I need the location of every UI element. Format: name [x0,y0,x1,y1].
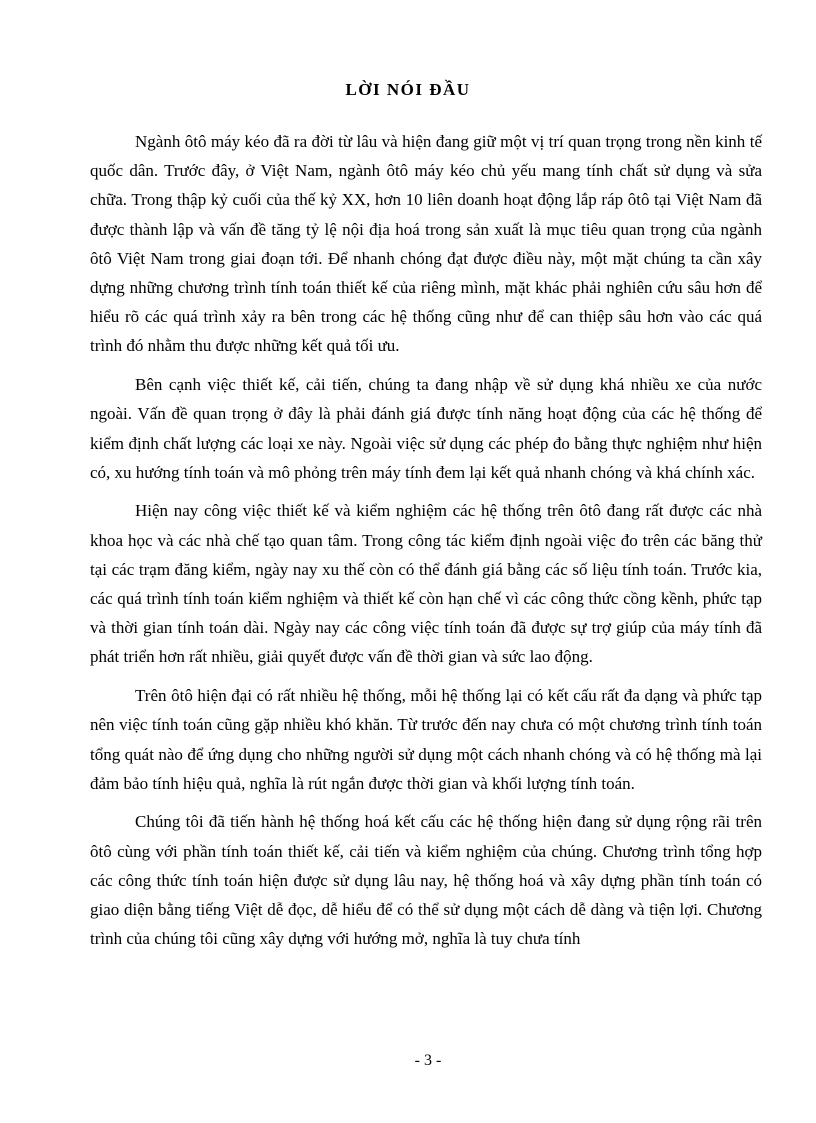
page-number: - 3 - [414,1052,442,1069]
paragraph-1: Ngành ôtô máy kéo đã ra đời từ lâu và hiện đang giữ một vị trí quan trọng trong nền kinh tế quốc dân. Trước đây, ở Việt Nam, ngành ôtô máy kéo chủ yếu mang tính chất sử dụng và sửa chữa. Trong thập kỷ cuối của thế kỷ XX, hơn 10 liên doanh hoạt động lắp ráp ôtô tại Việt Nam đã được thành lập và vấn đề tăng tỷ lệ nội địa hoá trong sản xuất là mục tiêu quan trọng của ngành ôtô Việt Nam trong giai đoạn tới. Để nhanh chóng đạt được điều này, một mặt chúng ta cần xây dựng những chương trình tính toán thiết kế của riêng mình, mặt khác phải nghiên cứu sâu hơn để hiểu rõ các quá trình xảy ra bên trong các hệ thống cũng như để can thiệp sâu hơn vào các quá trình đó nhằm thu được những kết quả tối ưu. [90,132,762,356]
page-title: LỜI NÓI ĐẦU [345,80,471,99]
paragraph-2: Bên cạnh việc thiết kế, cải tiến, chúng ta đang nhập về sử dụng khá nhiều xe của nước ngoài. Vấn đề quan trọng ở đây là phải đánh giá được tính năng hoạt động của các hệ thống để kiểm định chất lượng các loại xe này. Ngoài việc sử dụng các phép đo bằng thực nghiệm như hiện có, xu hướng tính toán và mô phỏng trên máy tính đem lại kết quả nhanh chóng và khá chính xác. [90,375,762,482]
body-text [90,127,762,963]
paragraph-3: Hiện nay công việc thiết kế và kiểm nghiệm các hệ thống trên ôtô đang rất được các nhà khoa học và các nhà chế tạo quan tâm. Trong công tác kiểm định ngoài việc đo trên các băng thử tại các trạm đăng kiểm, ngày nay xu thế còn có thể đánh giá bằng các số liệu tính toán. Trước kia, các quá trình tính toán kiểm nghiệm và thiết kế còn hạn chế vì các công thức cồng kềnh, phức tạp và thời gian tính toán dài. Ngày nay các công việc tính toán đã được sự trợ giúp của máy tính đã phát triển hơn rất nhiều, giải quyết được vấn đề thời gian và sức lao động. [90,501,762,667]
paragraph-5: Chúng tôi đã tiến hành hệ thống hoá kết cấu các hệ thống hiện đang sử dụng rộng rãi trên ôtô cùng với phần tính toán thiết kế, cải tiến và kiểm nghiệm của chúng. Chương trình tổng hợp các công thức tính toán hiện được sử dụng lâu nay, hệ thống hoá và xây dựng phần tính toán có giao diện bằng tiếng Việt dễ đọc, dễ hiểu để có thể sử dụng một cách dễ dàng và tiện lợi. Chương trình của chúng tôi cũng xây dựng với hướng mở, nghĩa là tuy chưa tính [90,812,762,949]
paragraph-4: Trên ôtô hiện đại có rất nhiều hệ thống, mỗi hệ thống lại có kết cấu rất đa dạng và phức tạp nên việc tính toán cũng gặp nhiều khó khăn. Từ trước đến nay chưa có một chương trình tính toán tổng quát nào để ứng dụng cho những người sử dụng một cách nhanh chóng và có hệ thống mà lại đảm bảo tính hiệu quả, nghĩa là rút ngắn được thời gian và khối lượng tính toán. [90,686,762,793]
